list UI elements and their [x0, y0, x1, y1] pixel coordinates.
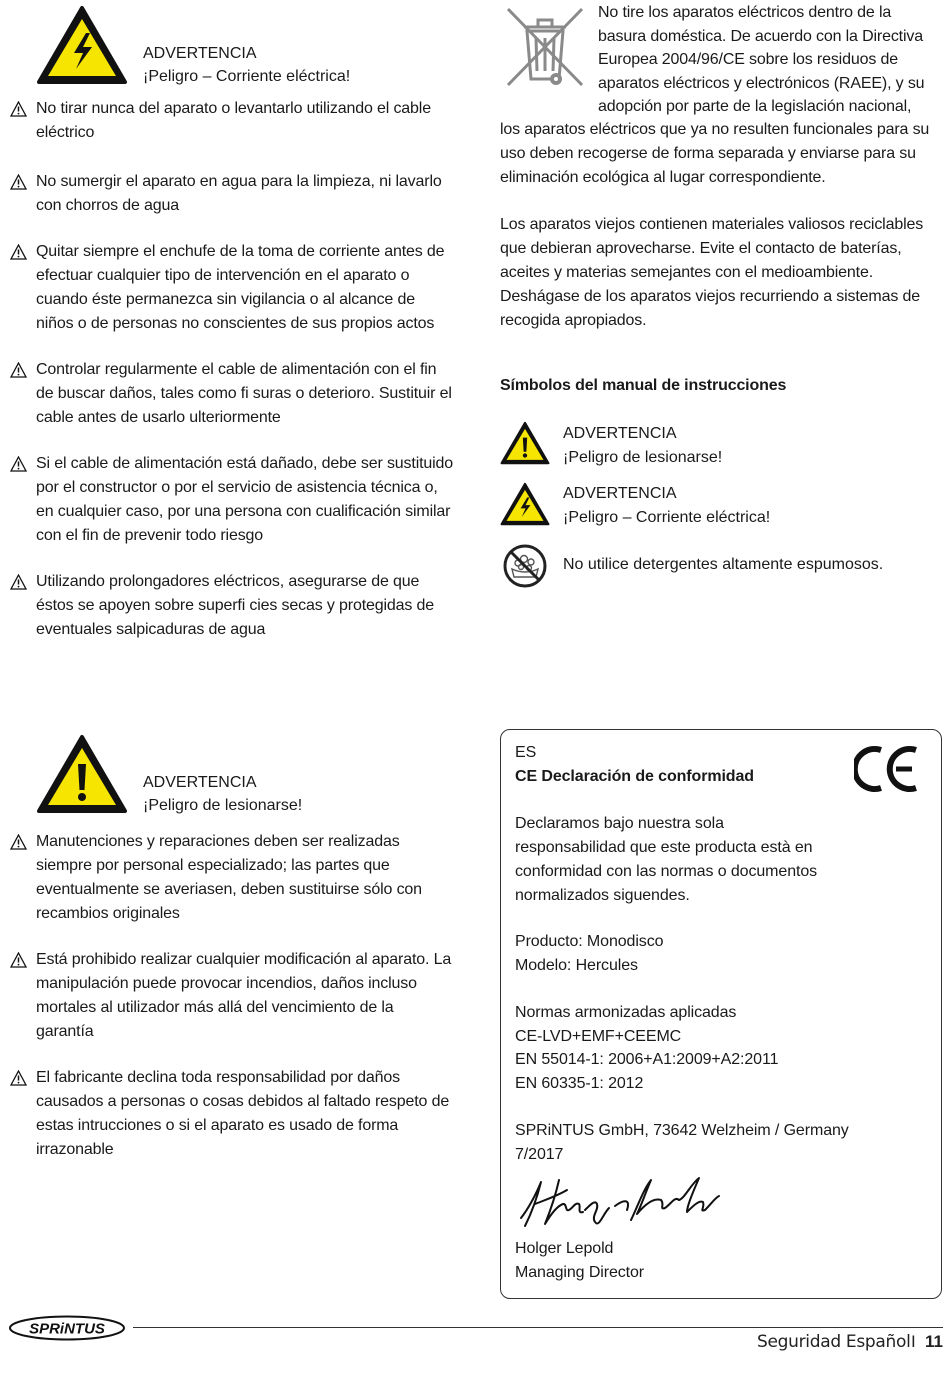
- warning-title: ADVERTENCIA: [143, 45, 257, 62]
- ce-lang: ES: [515, 744, 537, 761]
- safety-item-text: Quitar siempre el enchufe de la toma de corriente antes de efectuar cualquier tipo de intervención en el aparato o cuando éste permanezca sin vigilancia o al alcance de niños o de personas no conscientes de sus propios actos: [36, 243, 445, 332]
- weee-crossed-bin-icon: [500, 3, 588, 89]
- symbol-title: No utilice detergentes altamente espumosos.: [563, 556, 884, 573]
- page-number: 11: [925, 1332, 943, 1351]
- symbol-subtitle: ¡Peligro – Corriente eléctrica!: [563, 509, 771, 526]
- sprintus-logo-text: SPRiNTUS: [29, 1320, 105, 1338]
- weee-line: adopción por parte de la legislación nacional,: [598, 98, 912, 115]
- symbol-title: ADVERTENCIA: [563, 485, 677, 502]
- safety-item-text: Manutenciones y reparaciones deben ser realizadas siempre por personal especializado; las partes que eventualmente se averiasen, deben sustituirse sólo con recambios originales: [36, 833, 422, 922]
- warning-exclamation-icon: [500, 420, 550, 466]
- ce-company: SPRiNTUS GmbH, 73642 Welzheim / Germany: [515, 1122, 849, 1139]
- warning-small-icon: [10, 174, 27, 190]
- ce-declaration-box: [500, 729, 942, 1299]
- warning-subtitle: ¡Peligro de lesionarse!: [143, 797, 303, 814]
- warning-small-icon: [10, 574, 27, 590]
- ce-title: CE Declaración de conformidad: [515, 768, 754, 785]
- sprintus-logo: [8, 1315, 126, 1341]
- symbol-subtitle: ¡Peligro de lesionarse!: [563, 449, 723, 466]
- ce-model: Modelo: Hercules: [515, 957, 638, 974]
- warning-small-icon: [10, 362, 27, 378]
- warning-small-icon: [10, 834, 27, 850]
- warning-small-icon: [10, 952, 27, 968]
- weee-line: Europea 2004/96/CE sobre los residuos de: [598, 51, 898, 68]
- signer-role: Managing Director: [515, 1264, 645, 1281]
- warning-small-icon: [10, 1070, 27, 1086]
- weee-text: [598, 1, 943, 119]
- ce-norm: EN 55014-1: 2006+A1:2009+A2:2011: [515, 1051, 779, 1068]
- safety-item-text: No sumergir el aparato en agua para la limpieza, ni lavarlo con chorros de agua: [36, 173, 442, 214]
- safety-item-text: Si el cable de alimentación está dañado, debe ser sustituido por el constructor o por el servicio de asistencia técnica o, en cualquier caso, por una persona con cualificación similar con el fin de prevenir todo riesgo: [36, 455, 454, 544]
- old-devices-text: Los aparatos viejos contienen materiales valiosos reciclables que debieran aprovecharse. Evite el contacto de baterías, aceites y materias semejantes con el medioambiente. Deshágase de los aparatos viejos recurriendo a sistemas de recogida apropiados.: [500, 216, 924, 329]
- warning-electric-icon: [500, 481, 550, 527]
- no-foam-detergent-icon: [502, 543, 548, 589]
- footer-section: Seguridad Español: [757, 1332, 911, 1352]
- weee-line: No tire los aparatos eléctricos dentro de la: [598, 4, 892, 21]
- safety-item-text: Controlar regularmente el cable de alimentación con el fin de buscar daños, tales como fi suras o deterioro. Sustituir el cable antes de usarlo ulteriormente: [36, 361, 452, 426]
- footer-separator: I: [911, 1332, 916, 1351]
- warning-exclamation-icon: [36, 734, 128, 814]
- warning-small-icon: [10, 456, 27, 472]
- warning-small-icon: [10, 244, 27, 260]
- ce-product: Producto: Monodisco: [515, 933, 664, 950]
- signature: [515, 1170, 725, 1236]
- signer-name: Holger Lepold: [515, 1240, 614, 1257]
- safety-item-text: Está prohibido realizar cualquier modificación al aparato. La manipulación puede provocar incendios, daños incluso mortales al utilizador más allá del vencimiento de la garantía: [36, 951, 452, 1040]
- symbol-title: ADVERTENCIA: [563, 425, 677, 442]
- footer-rule: [133, 1327, 943, 1328]
- warning-small-icon: [10, 101, 27, 117]
- warning-title: ADVERTENCIA: [143, 774, 257, 791]
- safety-item-text: El fabricante declina toda responsabilidad por daños causados a personas o cosas debidos al faltado respeto de estas intrucciones o si el aparato es usado de forma irrazonable: [36, 1069, 450, 1158]
- weee-line: aparatos eléctricos y electrónicos (RAEE), y su: [598, 74, 925, 92]
- warning-electric-icon: [36, 5, 128, 85]
- weee-line: basura doméstica. De acuerdo con la Directiva: [598, 27, 923, 45]
- ce-norms-heading: Normas armonizadas aplicadas: [515, 1004, 737, 1021]
- ce-norm: EN 60335-1: 2012: [515, 1075, 644, 1092]
- ce-mark-icon: [854, 744, 920, 794]
- ce-norm: CE-LVD+EMF+CEEMC: [515, 1028, 682, 1045]
- ce-date: 7/2017: [515, 1146, 564, 1163]
- safety-item-text: No tirar nunca del aparato o levantarlo utilizando el cable eléctrico: [36, 100, 431, 141]
- warning-subtitle: ¡Peligro – Corriente eléctrica!: [143, 68, 351, 85]
- symbols-heading: Símbolos del manual de instrucciones: [500, 377, 787, 394]
- ce-declaration-text: Declaramos bajo nuestra sola responsabilidad que este producta està en conformidad con las normas o documentos normalizados siguendes.: [515, 815, 818, 904]
- weee-continuation: los aparatos eléctricos que ya no resulten funcionales para su uso deben recogerse de forma separada y enviarse para su eliminación ecológica al lugar correspondiente.: [500, 121, 930, 186]
- safety-item-text: Utilizando prolongadores eléctricos, asegurarse de que éstos se apoyen sobre superfi cies secas y protegidas de eventuales salpicaduras de agua: [36, 573, 435, 638]
